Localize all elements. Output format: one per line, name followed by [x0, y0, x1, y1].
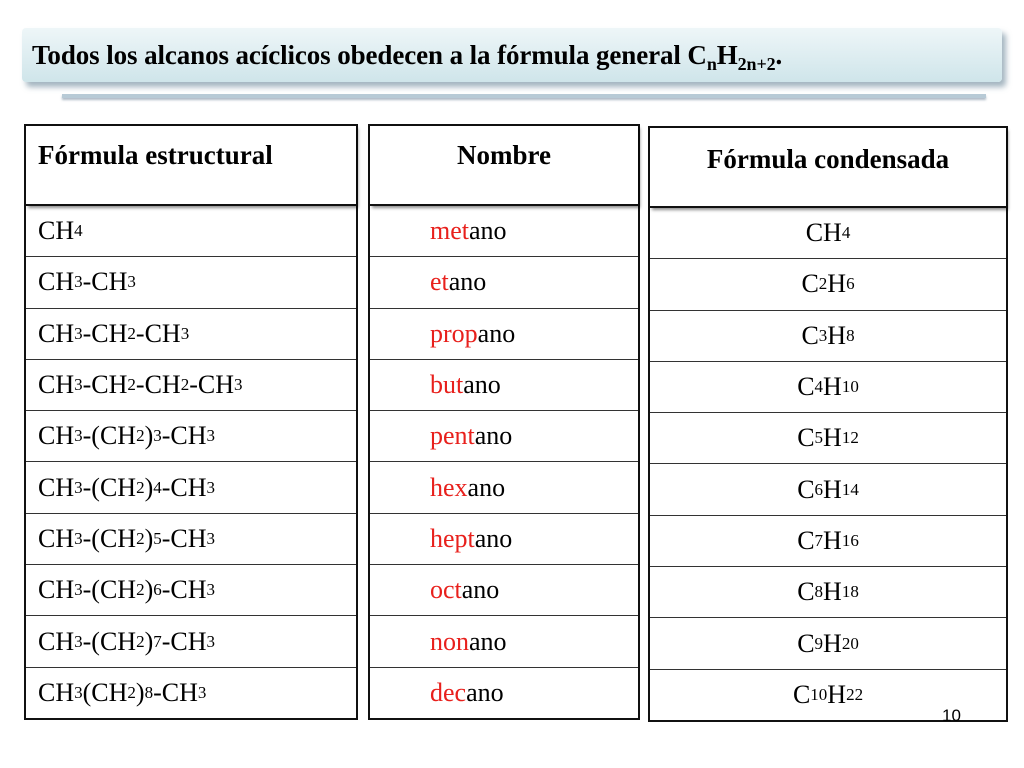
structural-formula-cell: CH 3 -CH 2 -CH 2 -CH 3	[26, 360, 356, 411]
alkane-name-cell: met ano	[370, 206, 638, 257]
condensed-formula-cell: C 8 H 18	[650, 567, 1006, 618]
name-prefix: met	[430, 216, 469, 246]
condensed-formula-cell: C 5 H 12	[650, 413, 1006, 464]
structural-formula-cell: CH 4	[26, 206, 356, 257]
condensed-formula-table	[648, 126, 1008, 722]
name-prefix: oct	[430, 575, 462, 605]
name-header: Nombre	[370, 126, 638, 206]
alkane-name-cell: hex ano	[370, 462, 638, 513]
structural-formula-cell: CH 3 -(CH 2 ) 7 -CH 3	[26, 616, 356, 667]
title-bar	[22, 28, 1002, 82]
alkane-name-cell: non ano	[370, 616, 638, 667]
alkane-name-cell: but ano	[370, 360, 638, 411]
alkane-name-cell: dec ano	[430, 678, 504, 708]
name-prefix: hex	[430, 472, 468, 502]
name-prefix: but	[430, 370, 464, 400]
condensed-formula-cell: C 3 H 8	[650, 311, 1006, 362]
alkane-name-cell: oct ano	[370, 565, 638, 616]
name-prefix: hept	[430, 523, 475, 553]
structural-formula-cell: CH 3 -(CH 2 ) 3 -CH 3	[26, 411, 356, 462]
name-prefix: non	[430, 626, 469, 656]
condensed-formula-cell: C 2 H 6	[650, 259, 1006, 310]
condensed-formula-cell: C 10 H 22	[792, 680, 864, 710]
structural-formula-cell: CH 3 -CH 2 -CH 3	[26, 309, 356, 360]
structural-formula-cell: CH 3 -CH 3	[26, 257, 356, 308]
structural-formula-table	[24, 124, 358, 720]
structural-formula-cell: CH 3 -(CH 2 ) 5 -CH 3	[26, 514, 356, 565]
condensed-formula-cell: C 6 H 14	[650, 464, 1006, 515]
name-table	[368, 124, 640, 720]
alkane-name-cell: pent ano	[370, 411, 638, 462]
structural-formula-cell: CH 3 -(CH 2 ) 6 -CH 3	[26, 565, 356, 616]
alkane-name-cell: prop ano	[370, 309, 638, 360]
page-number: 10	[942, 706, 961, 725]
name-prefix: dec	[430, 678, 467, 708]
name-prefix: pent	[430, 421, 475, 451]
condensed-formula-cell: C 4 H 10	[650, 362, 1006, 413]
title-divider	[62, 94, 986, 98]
name-prefix: et	[430, 267, 449, 297]
structural-formula-cell: CH 3 (CH 2 ) 8 -CH 3	[38, 678, 207, 708]
alkane-name-cell: hept ano	[370, 514, 638, 565]
condensed-formula-cell: C 7 H 16	[650, 516, 1006, 567]
alkane-name-cell: et ano	[370, 257, 638, 308]
condensed-formula-cell: CH 4	[650, 208, 1006, 259]
slide-title: Todos los alcanos acíclicos obedecen a la fórmula general $C_nH_{2n+2}$.	[32, 39, 783, 74]
condensed-formula-cell: C 9 H 20	[650, 618, 1006, 669]
structural-formula-cell: CH 3 -(CH 2 ) 4 -CH 3	[26, 462, 356, 513]
condensed-formula-header: Fórmula condensada	[650, 128, 1006, 208]
structural-formula-header: Fórmula estructural	[26, 126, 356, 206]
name-prefix: prop	[430, 318, 478, 348]
